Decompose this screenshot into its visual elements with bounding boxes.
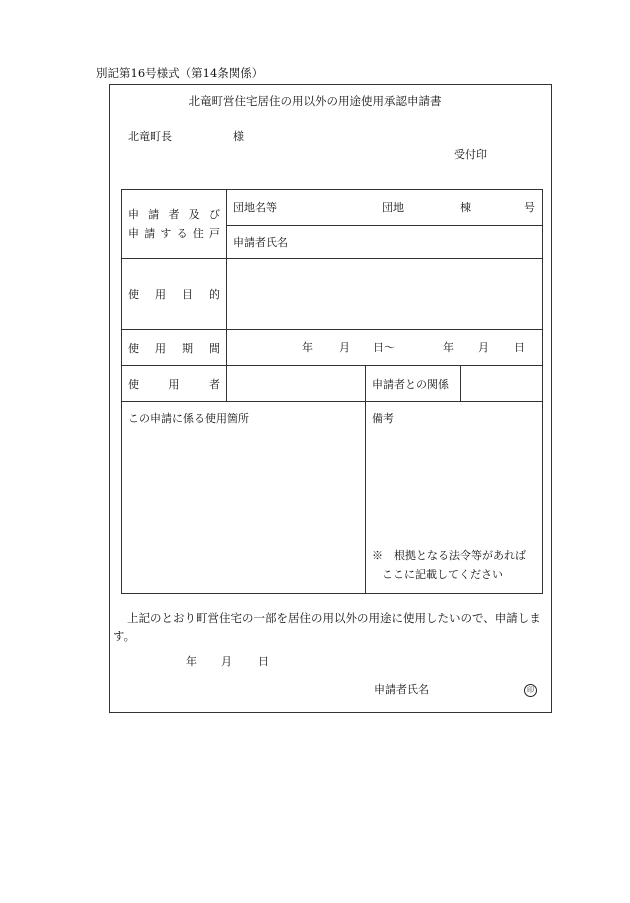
location-label: この申請に係る使用箇所 [128, 412, 249, 425]
applicant-name-field[interactable] [227, 226, 543, 259]
applicant-label-line1: 申 請 者 及 び [128, 208, 220, 221]
remarks-label: 備考 [372, 412, 394, 425]
estate-unit-danchi: 団地 [382, 201, 404, 214]
period-from-day: 日～ [373, 341, 395, 354]
addressee-honorific: 様 [233, 130, 244, 143]
user-label: 使 用 者 [128, 377, 220, 391]
period-from-month: 月 [339, 341, 350, 354]
form-title: 北竜町営住宅居住の用以外の用途使用承認申請書 [188, 94, 442, 108]
seal-mark [524, 683, 537, 697]
applicant-label-cell [122, 190, 227, 259]
date-month: 月 [221, 655, 232, 668]
form-reference: 別記第16号様式（第14条関係） [96, 66, 264, 80]
statement-line2: す。 [113, 629, 136, 643]
estate-unit-go: 号 [524, 201, 535, 214]
addressee-name: 北竜町長 [128, 130, 172, 143]
period-field[interactable] [227, 330, 543, 366]
user-label-cell [122, 366, 227, 402]
remarks-field[interactable] [366, 402, 543, 594]
location-field[interactable] [122, 402, 366, 594]
period-to-year: 年 [443, 341, 454, 354]
estate-field[interactable] [227, 190, 543, 226]
estate-unit-mune: 棟 [460, 201, 471, 214]
period-to-day: 日 [514, 341, 525, 354]
period-from-year: 年 [302, 341, 313, 354]
user-field[interactable] [227, 366, 366, 402]
applicant-label-line2: 申 請 す る 住 戸 [128, 227, 220, 240]
relation-label-cell [366, 366, 461, 402]
signature-label: 申請者氏名 [374, 683, 429, 696]
period-label: 使 用 期 間 [128, 341, 220, 355]
remarks-note-line2: ここに記載してください [382, 568, 503, 581]
estate-label: 団地名等 [233, 201, 277, 214]
statement-line1: 上記のとおり町営住宅の一部を居住の用以外の用途に使用したいので、申請しま [127, 611, 541, 625]
purpose-label: 使 用 目 的 [128, 288, 220, 301]
date-day: 日 [258, 655, 269, 668]
period-to-month: 月 [478, 341, 489, 354]
period-label-cell [122, 330, 227, 366]
purpose-field[interactable] [227, 259, 543, 330]
applicant-name-label: 申請者氏名 [233, 236, 288, 249]
relation-label: 申請者との関係 [372, 377, 449, 391]
seal-icon: 印 [524, 684, 537, 697]
receipt-stamp-label: 受付印 [454, 148, 487, 161]
purpose-label-cell [122, 259, 227, 330]
application-table [121, 189, 543, 594]
relation-field[interactable] [461, 366, 543, 402]
date-year: 年 [186, 655, 197, 668]
remarks-note-line1: ※ 根拠となる法令等があれば [372, 549, 526, 562]
